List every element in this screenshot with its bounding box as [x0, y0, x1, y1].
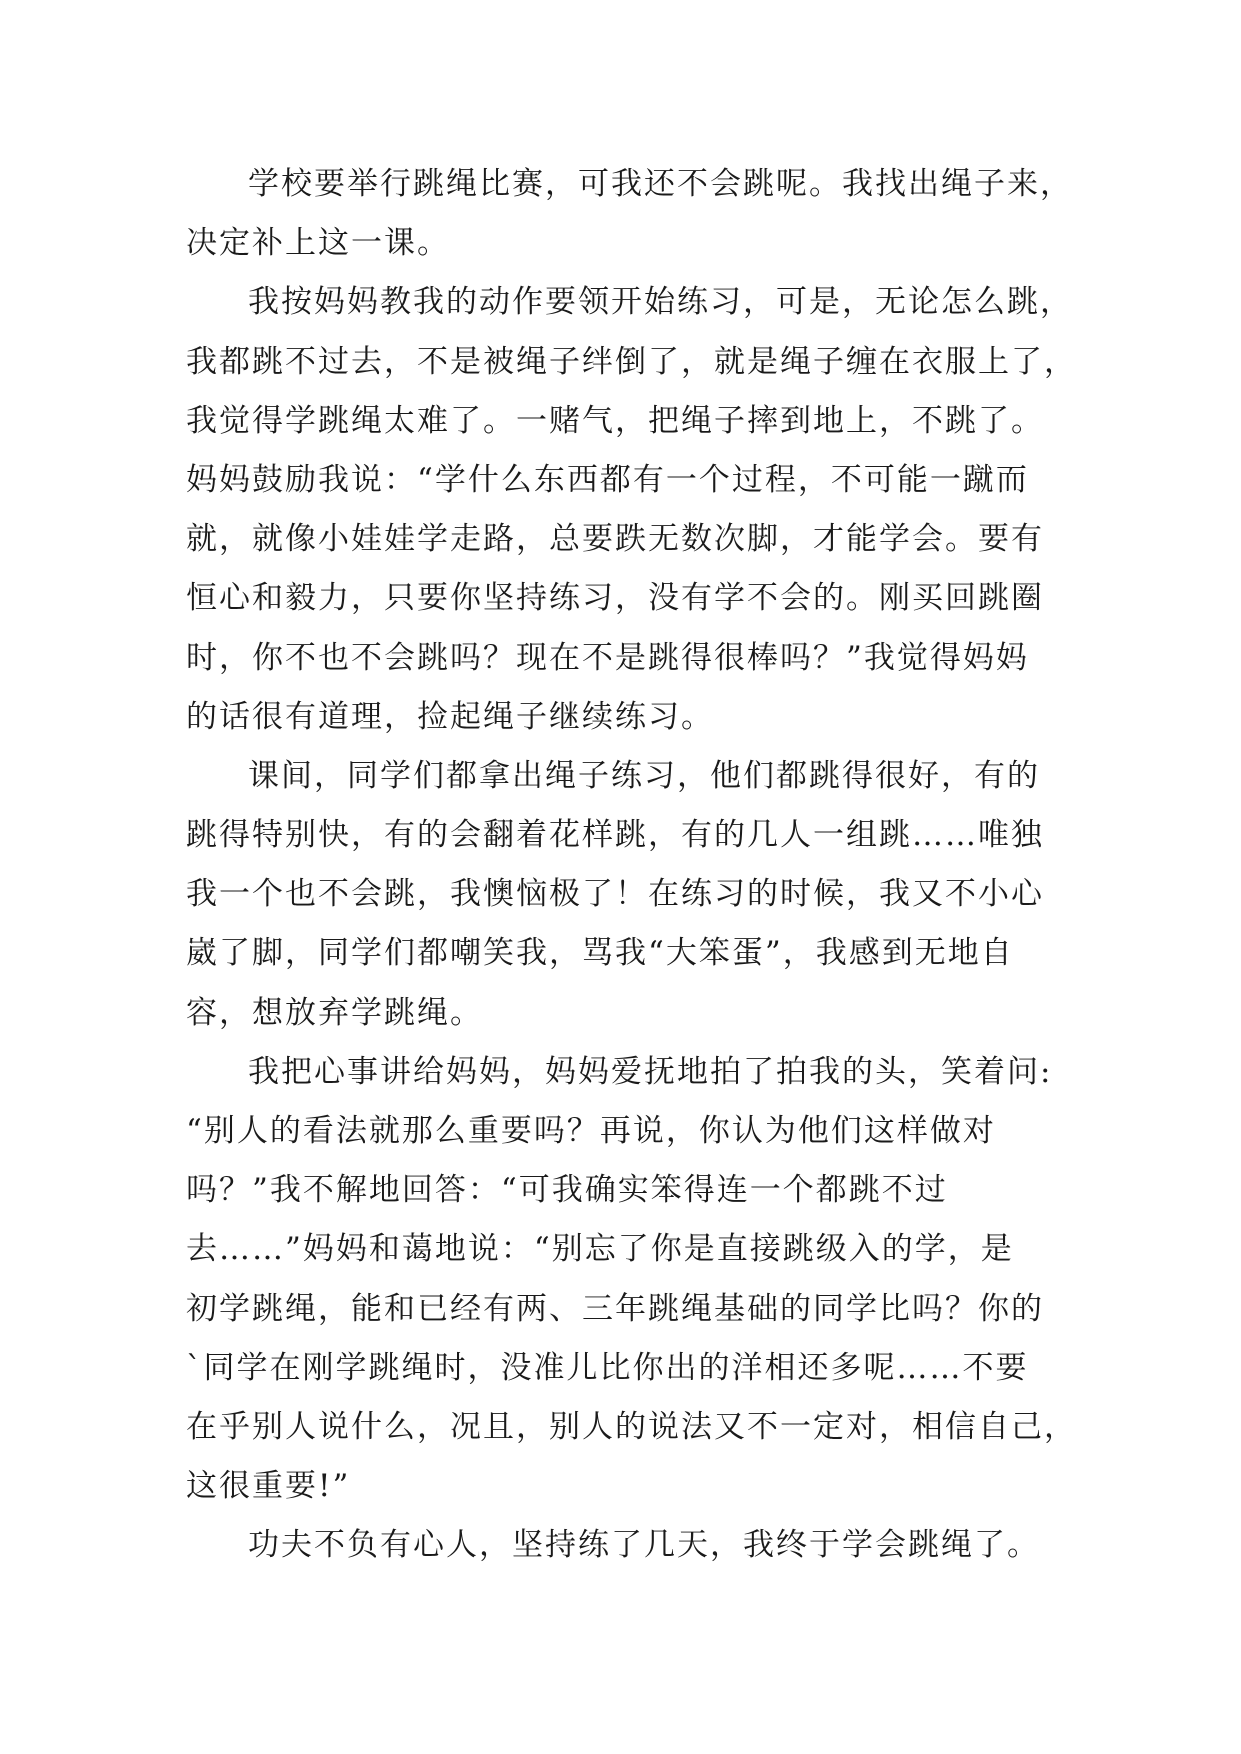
text-line: 我一个也不会跳，我懊恼极了！在练习的时候，我又不小心 [186, 876, 1044, 913]
text-line: 初学跳绳，能和已经有两、三年跳绳基础的同学比吗？你的 [186, 1290, 1044, 1327]
text-line: 我都跳不过去，不是被绳子绊倒了，就是绳子缠在衣服上了， [186, 343, 1077, 380]
paragraph-5 [186, 1516, 1086, 1575]
text-line: 在乎别人说什么，况且，别人的说法又不一定对，相信自己， [186, 1408, 1077, 1445]
text-line: 去……”妈妈和蔼地说：“别忘了你是直接跳级入的学，是 [186, 1231, 1014, 1268]
text-line: 崴了脚，同学们都嘲笑我，骂我“大笨蛋”，我感到无地自 [186, 935, 1014, 972]
article-body [186, 155, 1086, 1576]
text-line: `同学在刚学跳绳时，没准儿比你出的洋相还多呢……不要 [186, 1349, 1029, 1386]
text-line: 的话很有道理，捡起绳子继续练习。 [186, 698, 714, 735]
paragraph-3 [186, 747, 1086, 1043]
text-line: 容，想放弃学跳绳。 [186, 994, 483, 1031]
paragraph-4 [186, 1043, 1086, 1517]
text-line: 时，你不也不会跳吗？现在不是跳得很棒吗？”我觉得妈妈 [186, 639, 1029, 676]
text-line: 这很重要!” [186, 1468, 351, 1505]
text-line: 我觉得学跳绳太难了。一赌气，把绳子摔到地上，不跳了。 [186, 402, 1044, 439]
paragraph-1 [186, 155, 1086, 273]
text-line: 学校要举行跳绳比赛，可我还不会跳呢。我找出绳子来， [248, 166, 1073, 202]
text-line: 跳得特别快，有的会翻着花样跳，有的几人一组跳……唯独 [186, 817, 1044, 854]
text-line: 课间，同学们都拿出绳子练习，他们都跳得很好，有的 [248, 757, 1040, 794]
text-line: 决定补上这一课。 [186, 225, 450, 262]
text-line: 功夫不负有心人，坚持练了几天，我终于学会跳绳了。 [248, 1527, 1040, 1564]
text-line: 我按妈妈教我的动作要领开始练习，可是，无论怎么跳， [248, 284, 1073, 321]
text-line: 就，就像小娃娃学走路，总要跌无数次脚，才能学会。要有 [186, 521, 1044, 558]
paragraph-2 [186, 273, 1086, 747]
text-line: 妈妈鼓励我说：“学什么东西都有一个过程，不可能一蹴而 [186, 461, 1029, 498]
text-line: “别人的看法就那么重要吗？再说，你认为他们这样做对 [186, 1113, 996, 1149]
text-line: 恒心和毅力，只要你坚持练习，没有学不会的。刚买回跳圈 [186, 580, 1044, 617]
text-line: 我把心事讲给妈妈，妈妈爱抚地拍了拍我的头，笑着问: [248, 1053, 1053, 1090]
text-line: 吗？”我不解地回答：“可我确实笨得连一个都跳不过 [186, 1172, 948, 1209]
